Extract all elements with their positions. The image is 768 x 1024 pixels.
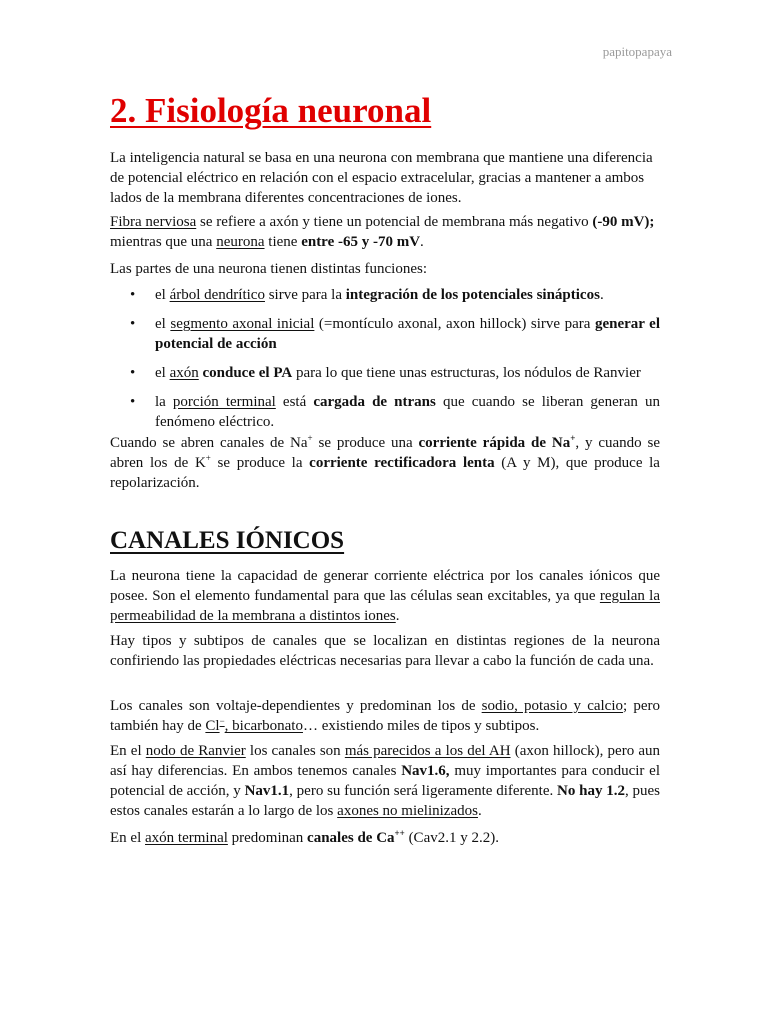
text-span: los canales son bbox=[245, 743, 345, 759]
term-segmento-axonal: segmento axonal inicial bbox=[170, 316, 315, 332]
underlined-text: , bicarbonato bbox=[224, 718, 303, 734]
page-header-author: papitopapaya bbox=[602, 44, 672, 59]
intro-paragraph: La inteligencia natural se basa en una neurona con membrana que mantiene una diferencia de potencial eléctrico en relación con el espacio extracelular, gracias a mantener a ambos lados de la membrana diferentes concentraciones de iones. bbox=[110, 150, 653, 206]
text-span: (A y M), que produce la repolarización. bbox=[110, 455, 660, 491]
text-span: , pero su función será ligeramente diferente. bbox=[289, 783, 558, 799]
term-porcion-terminal: porción terminal bbox=[172, 394, 276, 410]
underlined-text: axones no mielinizados bbox=[337, 803, 478, 819]
text-span: En el bbox=[110, 830, 145, 846]
text-span: ; pero también hay de bbox=[110, 698, 660, 734]
text-span: (=montículo axonal, axon hillock) sirve para bbox=[314, 316, 595, 332]
text-span: mientras que una bbox=[110, 234, 217, 250]
parts-intro: Las partes de una neurona tienen distintas funciones: bbox=[110, 261, 427, 277]
bold-text: Nav1.6, bbox=[401, 763, 450, 779]
page-title: 2. Fisiología neuronal bbox=[110, 91, 432, 130]
list-item bbox=[110, 285, 660, 305]
text-span: sirve para la bbox=[264, 287, 346, 303]
list-item bbox=[110, 314, 660, 354]
bold-text: generar el potencial de acción bbox=[155, 316, 660, 352]
canales-paragraph-2: Hay tipos y subtipos de canales que se localizan en distintas regiones de la neurona confiriendo las propiedades eléctricas necesarias para llevar a cabo la función de cada una. bbox=[110, 633, 660, 669]
text-span: se refiere a axón y tiene un potencial de membrana más negativo bbox=[196, 214, 593, 230]
superscript: + bbox=[570, 433, 576, 443]
text-span: . bbox=[599, 287, 604, 303]
text-span: … existiendo miles de tipos y subtipos. bbox=[302, 718, 540, 734]
superscript: ++ bbox=[394, 828, 405, 838]
value-range: entre -65 y -70 mV bbox=[301, 234, 421, 250]
section-heading-canales: CANALES IÓNICOS bbox=[110, 527, 345, 554]
underlined-text: nodo de Ranvier bbox=[145, 743, 246, 759]
text-span: (Cav2.1 y 2.2). bbox=[404, 830, 499, 846]
text-span: . bbox=[420, 234, 424, 250]
underlined-text: Cl bbox=[205, 718, 220, 734]
text-span: Los canales son voltaje-dependientes y predominan los de bbox=[110, 698, 482, 714]
text-span: . bbox=[477, 803, 482, 819]
term-arbol-dendritico: árbol dendrítico bbox=[169, 287, 265, 303]
text-span: el bbox=[155, 365, 170, 381]
canales-paragraph-3 bbox=[110, 696, 660, 736]
fiber-potential-paragraph bbox=[110, 212, 660, 252]
text-span: , y cuando se abren los de K bbox=[110, 435, 661, 471]
term-neurona: neurona bbox=[216, 234, 265, 250]
text-span: , pues estos canales estarán a lo largo de los bbox=[110, 783, 660, 819]
text-span: el bbox=[155, 316, 171, 332]
text-span: se produce una bbox=[312, 435, 419, 451]
term-fibra-nerviosa: Fibra nerviosa bbox=[110, 214, 197, 230]
underlined-text: axón terminal bbox=[145, 830, 228, 846]
text-span: La neurona tiene la capacidad de generar corriente eléctrica por los canales iónicos que posee. Son el elemento fundamental para que las células sean excitables, ya que bbox=[110, 568, 660, 604]
bold-text: conduce el PA bbox=[202, 365, 293, 381]
bold-text: Nav1.1 bbox=[244, 783, 290, 799]
text-span: . bbox=[395, 608, 400, 624]
term-axon: axón bbox=[169, 365, 199, 381]
bold-text: corriente rectificadora lenta bbox=[309, 455, 495, 471]
bold-text: No hay 1.2 bbox=[557, 783, 625, 799]
underlined-text: regulan la permeabilidad de la membrana a distintos iones bbox=[110, 588, 660, 624]
text-span: (axon hillock), pero aun así hay diferencias. En ambos tenemos canales bbox=[110, 743, 661, 779]
superscript: − bbox=[219, 716, 225, 726]
value-90mv: (-90 mV); bbox=[592, 214, 655, 230]
canales-paragraph-5 bbox=[110, 828, 660, 848]
text-span: se produce la bbox=[210, 455, 310, 471]
bold-text: canales de Ca bbox=[307, 830, 395, 846]
text-span: para lo que tiene unas estructuras, los nódulos de Ranvier bbox=[292, 365, 641, 381]
neuron-parts-list bbox=[110, 285, 660, 432]
text-span: Cuando se abren canales de Na bbox=[110, 435, 308, 451]
bold-text: cargada de ntrans bbox=[313, 394, 436, 410]
text-span: el bbox=[155, 287, 170, 303]
underlined-text: más parecidos a los del AH bbox=[344, 743, 511, 759]
text-span: la bbox=[155, 394, 173, 410]
text-span: En el bbox=[110, 743, 146, 759]
text-span: tiene bbox=[264, 234, 302, 250]
currents-paragraph bbox=[110, 433, 660, 493]
underlined-text: sodio, potasio y calcio bbox=[481, 698, 623, 714]
text-span: está bbox=[275, 394, 314, 410]
canales-paragraph-1 bbox=[110, 566, 660, 626]
canales-paragraph-4 bbox=[110, 741, 660, 821]
bold-text: corriente rápida de Na bbox=[418, 435, 571, 451]
list-item bbox=[110, 363, 660, 383]
text-span: que cuando se liberan generan un fenómeno eléctrico. bbox=[155, 394, 660, 430]
bold-text: integración de los potenciales sinápticos bbox=[345, 287, 600, 303]
list-item bbox=[110, 392, 660, 432]
superscript: + bbox=[205, 453, 211, 463]
superscript: + bbox=[307, 433, 313, 443]
text-span: predominan bbox=[227, 830, 308, 846]
text-span: muy importantes para conducir el potencial de acción, y bbox=[110, 763, 660, 799]
